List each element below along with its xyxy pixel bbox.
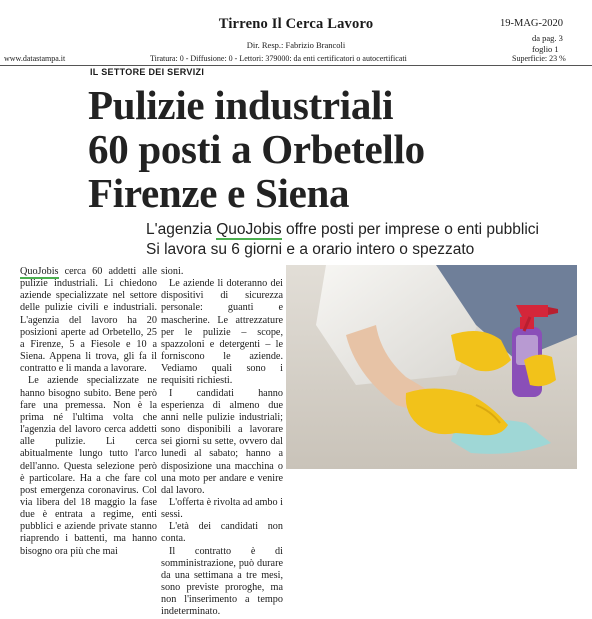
subtitle-line-1 xyxy=(146,220,586,239)
paragraph: L'età dei candidati non conta. xyxy=(161,521,283,545)
paragraph: Le aziende specializzate ne hanno bisogno subito. Bene però fare una premessa. Non è la prima né l'ultima volta che l'agenzia del lavoro cerca addetti alle pulizie. Li cerca abitualmente lungo tutto l'arco dell'anno. Questa selezione però è particolare. Ha a che fare col post emergenza coronavirus. Col via libera del 18 maggio la fase due è entrata a regime, enti pubblici e aziende private stanno riaprendo i battenti, ma hanno bisogno ora più che mai xyxy=(20,375,157,557)
subtitle-line-2: Si lavora su 6 giorni e a orario intero o spezzato xyxy=(146,241,475,258)
cleaning-photo xyxy=(286,265,577,469)
section-label: IL SETTORE DEI SERVIZI xyxy=(90,67,205,77)
paragraph: Il contratto è di somministrazione, può durare da una settimana a tre mesi, sono previste proroghe, ma non l'inserimento a tempo indeterminato. xyxy=(161,545,283,618)
headline-line-1: Pulizie industriali xyxy=(88,82,394,128)
article-column-1 xyxy=(20,266,157,575)
paragraph xyxy=(20,266,157,375)
website-link[interactable]: www.datastampa.it xyxy=(4,54,66,63)
paragraph: Le aziende li doteranno dei dispositivi di sicurezza personale: guanti e mascherine. Le attrezzature per le pulizie – scope, spazzoloni e detergenti – le forniscono le aziende. Vediamo quali sono i requisiti richiesti. xyxy=(161,278,283,387)
headline-line-3: Firenze e Siena xyxy=(88,170,350,216)
subtitle-text: L'agenzia xyxy=(146,221,217,238)
paragraph-text: cerca 60 addetti alle pulizie industriali. Li chiedono aziende specializzate nel settore delle pulizie civili e industriali. L'agenzia del lavoro ha 20 posizioni aperte ad Orbetello, 25 a Firenze, 5 a Fiesole e 10 a Siena. Appena li trova, gli fa il contratto e li manda a lavorare. xyxy=(20,266,157,375)
paragraph: sioni. xyxy=(161,266,184,277)
brand-highlight: QuoJobis xyxy=(216,221,282,238)
press-info-line xyxy=(0,52,592,66)
page-ref: da pag. 3 xyxy=(532,33,563,43)
paragraph: I candidati hanno esperienza di almeno due anni nelle pulizie industriali; sono disponibili a lavorare sei giorni su sette, ovvero dal lunedì al sabato; hanno a disposizione una macchina o una moto per andare e venire dal lavoro. xyxy=(161,387,283,496)
publication-title: Tirreno Il Cerca Lavoro xyxy=(218,16,374,32)
paragraph: L'offerta è rivolta ad ambo i sessi. xyxy=(161,496,283,521)
subtitle-text: offre posti per imprese o enti pubblici xyxy=(281,221,539,238)
brand-highlight: QuoJobis xyxy=(20,266,59,277)
circulation-info: Tiratura: 0 - Diffusione: 0 - Lettori: 379000: da enti certificatori o autocertificati xyxy=(150,54,407,63)
surface-info: Superficie: 23 % xyxy=(512,54,566,63)
director-line: Dir. Resp.: Fabrizio Brancoli xyxy=(246,40,346,50)
publication-date: 19-MAG-2020 xyxy=(500,18,563,29)
cleaning-illustration xyxy=(286,265,577,469)
sheet-ref: foglio 1 xyxy=(532,44,559,54)
article-column-2 xyxy=(161,266,283,618)
headline-line-2: 60 posti a Orbetello xyxy=(88,126,425,172)
header-rule xyxy=(0,65,592,66)
